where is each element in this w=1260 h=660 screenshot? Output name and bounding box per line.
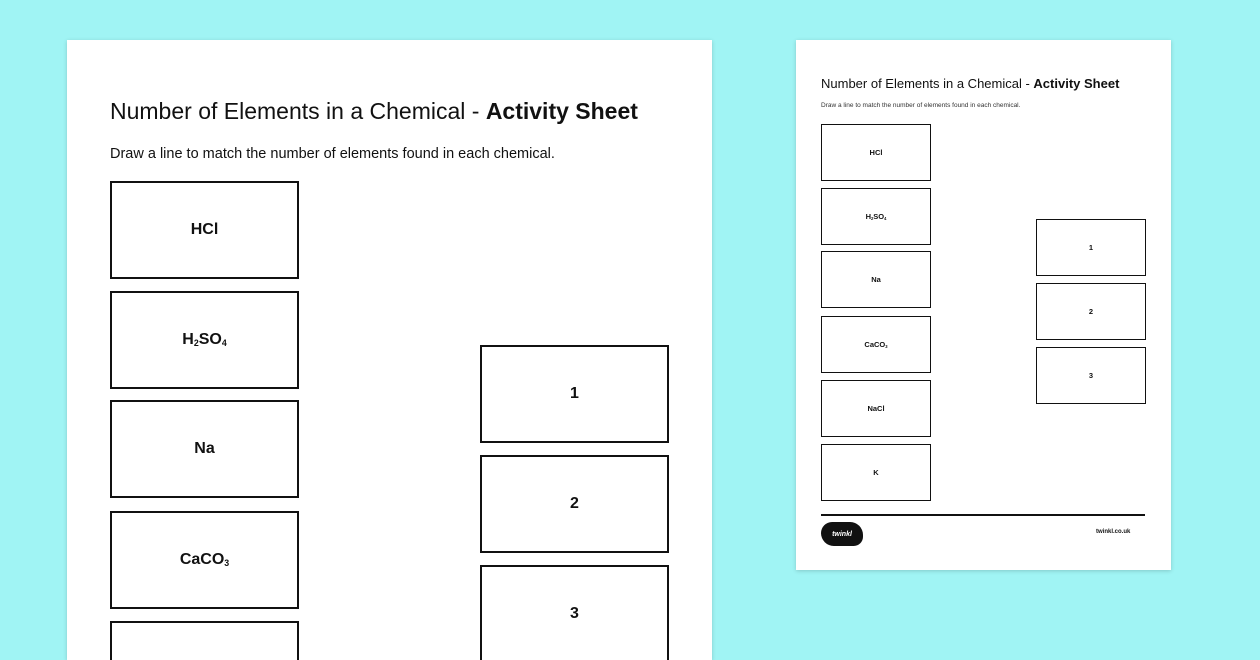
worksheet-instruction: Draw a line to match the number of elements found in each chemical. <box>110 146 555 162</box>
chemical-formula: Na <box>194 440 215 457</box>
chemical-formula: Na <box>871 275 881 284</box>
number-label: 2 <box>570 495 579 512</box>
number-box-2 <box>1036 283 1146 340</box>
worksheet-title <box>821 76 1119 91</box>
chemical-formula: $H_2SO_4$ <box>865 212 887 222</box>
title-regular: Number of Elements in a Chemical - <box>821 76 1034 91</box>
worksheet-instruction: Draw a line to match the number of elements found in each chemical. <box>821 102 1021 109</box>
chemical-formula: CaCO$_3$ <box>864 340 888 350</box>
number-label: 1 <box>570 385 579 402</box>
number-label: 3 <box>570 605 579 622</box>
chemical-box-caco3 <box>821 316 931 373</box>
chemical-box-caco3 <box>110 511 299 609</box>
footer-divider <box>821 514 1145 516</box>
chemical-formula: CaCO$_3$ <box>179 551 230 569</box>
number-label: 2 <box>1088 307 1094 316</box>
title-bold: Activity Sheet <box>485 98 638 124</box>
chemical-formula: K <box>873 468 879 477</box>
number-box-3 <box>1036 347 1146 404</box>
chemical-box-h2so4 <box>110 291 299 389</box>
chemical-box-hcl <box>110 181 299 279</box>
number-box-3 <box>480 565 669 660</box>
number-box-1 <box>1036 219 1146 276</box>
number-box-1 <box>480 345 669 443</box>
chemical-formula: HCl <box>190 221 219 238</box>
chemical-box-partial <box>110 621 299 660</box>
number-label: 1 <box>1088 243 1094 252</box>
worksheet-title <box>110 98 638 125</box>
chemical-formula: NaCl <box>867 404 885 413</box>
worksheet-preview-large <box>67 40 712 660</box>
chemical-formula: HCl <box>869 148 883 157</box>
worksheet-preview-small <box>796 40 1171 570</box>
chemical-box-nacl <box>821 380 931 437</box>
chemical-box-hcl <box>821 124 931 181</box>
website-url: twinkl.co.uk <box>1096 529 1131 535</box>
chemical-box-na <box>110 400 299 498</box>
chemical-formula: $H_2SO_4$ <box>182 331 227 349</box>
title-bold: Activity Sheet <box>1033 76 1120 91</box>
chemical-box-h2so4 <box>821 188 931 245</box>
chemical-box-na <box>821 251 931 308</box>
number-box-2 <box>480 455 669 553</box>
twinkl-logo: twinkl <box>821 522 863 546</box>
title-regular: Number of Elements in a Chemical - <box>110 98 486 124</box>
chemical-box-k <box>821 444 931 501</box>
number-label: 3 <box>1088 371 1094 380</box>
